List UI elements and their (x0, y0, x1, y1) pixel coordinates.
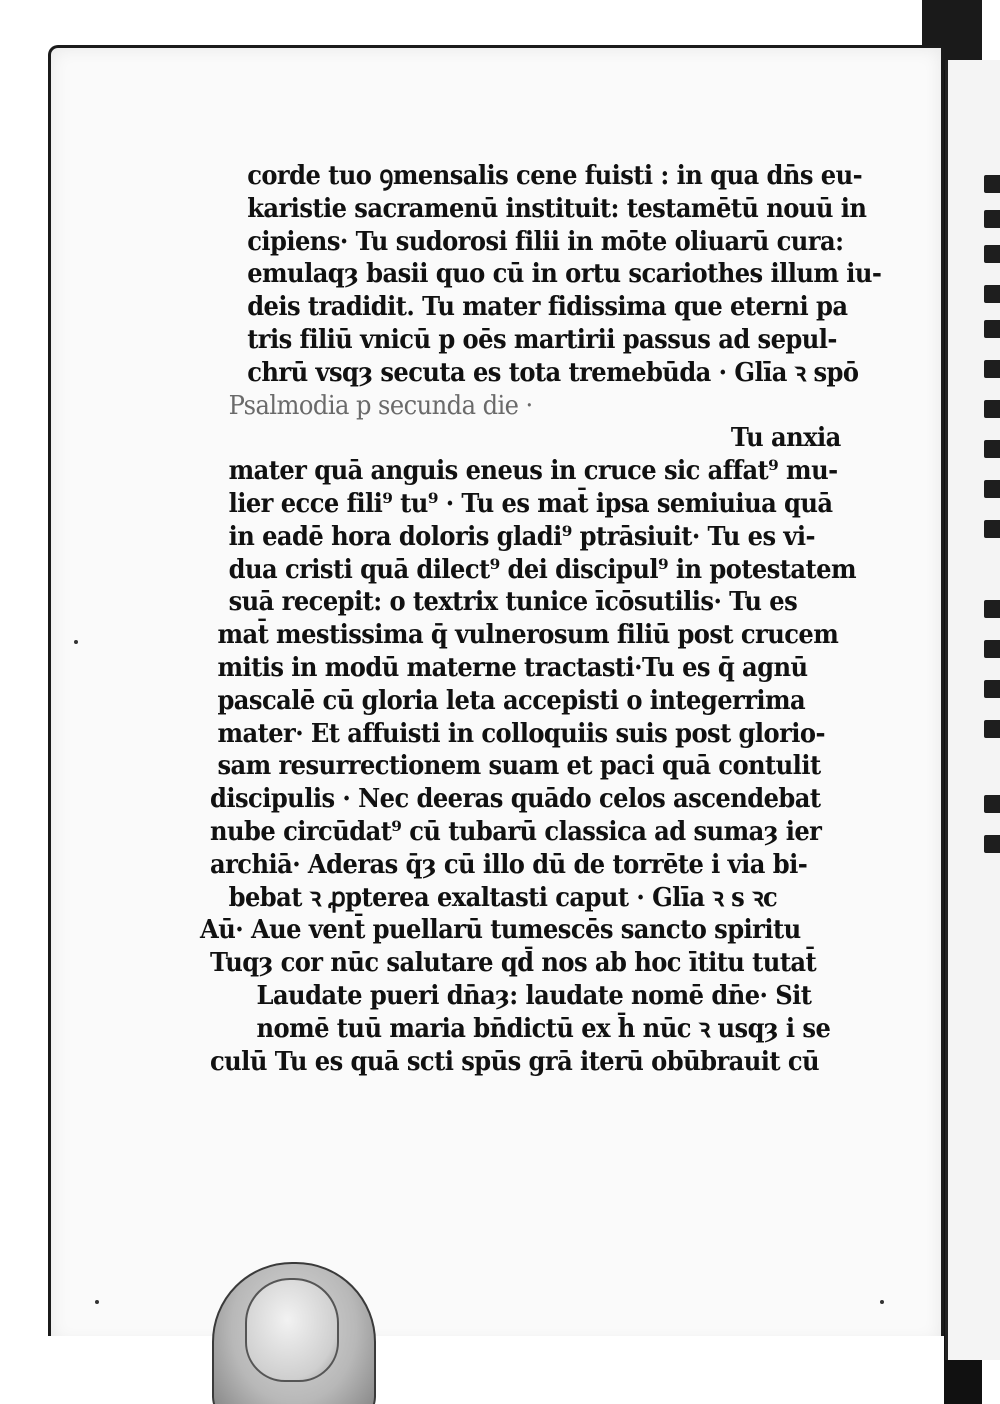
text-line: sam resurrectionem suam et paci quā contulit (217, 751, 821, 782)
text-line: pascalē cū gloria leta accepisti o integerrima (217, 685, 806, 716)
text-line: archiā· Aderas q̄ȝ cū illo dū de torrēte i via bi- (210, 849, 808, 880)
text-line: tris filiū vnicū p oēs martirii passus ad sepul- (247, 324, 837, 355)
facing-page-glyph (984, 440, 1000, 458)
facing-page-glyph (984, 640, 1000, 658)
facing-page-glyph (984, 210, 1000, 228)
text-line: in eadē hora doloris gladi⁹ ptrāsiuit· Tu es vi- (228, 521, 815, 552)
page-speck (74, 640, 78, 644)
text-line: culū Tu es quā scti spūs grā iterū obūbrauit cū (210, 1046, 820, 1077)
text-line: mater quā anguis eneus in cruce sic affat⁹ mu- (228, 456, 838, 487)
text-line: Tu anxia (730, 423, 841, 454)
page-speck (880, 1300, 884, 1304)
facing-page-glyph (984, 320, 1000, 338)
text-line: suā recepit: o textrix tunice īcōsutilis· Tu es (228, 587, 798, 618)
text-line: Aū· Aue vent̄ puellarū tumescēs sancto spiritu (200, 915, 801, 946)
facing-page-glyph (984, 360, 1000, 378)
text-line: karistie sacramenū instituit: testamētū nouū in (247, 193, 867, 224)
text-line: lier ecce fili⁹ tu⁹ · Tu es mat̄ ipsa semiuiua quā (228, 488, 833, 519)
facing-page-glyph (984, 480, 1000, 498)
facing-page-glyph (984, 285, 1000, 303)
facing-page-glyph (984, 245, 1000, 263)
facing-page-glyph (984, 720, 1000, 738)
text-line: Tuqȝ cor nūc salutare qd̄ nos ab hoc ītitu tutat̄ (210, 948, 817, 979)
facing-page-glyph (984, 680, 1000, 698)
text-line: bebat ꝛ ꝓpterea exaltasti caput · Glīa ꝛ s ꝛc (228, 882, 778, 913)
page-speck (95, 1300, 99, 1304)
text-line: cipiens· Tu sudorosi filii in mōte oliuarū cura: (247, 226, 844, 257)
page-text (200, 160, 882, 1078)
text-line: emulaqȝ basii quo cū in ortu scariothes illum iu- (247, 259, 882, 290)
thumbnail (245, 1278, 339, 1382)
text-line: discipulis · Nec deeras quādo celos ascendebat (210, 784, 821, 815)
page-bottom-margin (44, 1336, 944, 1404)
text-line: mitis in modū materne tractasti·Tu es q̄ agnū (217, 652, 808, 683)
text-line: chrū vsqȝ secuta es tota tremebūda · Glīa ꝛ spō (247, 357, 859, 388)
text-line: deis tradidit. Tu mater fidissima que eterni pa (247, 292, 848, 323)
text-line: Laudate pueri dn̄aȝ: laudate nomē dn̄e· Sit (256, 980, 812, 1011)
facing-page-glyph (984, 520, 1000, 538)
text-line: dua cristi quā dilect⁹ dei discipul⁹ in potestatem (228, 554, 857, 585)
text-line: nube circūdat⁹ cū tubarū classica ad sumaȝ ier (210, 816, 822, 847)
text-line: mat̄ mestissima q̄ vulnerosum filiū post crucem (217, 620, 839, 651)
text-line: corde tuo ꝯmensalis cene fuisti : in qua dn̄s eu- (247, 161, 863, 191)
text-line: nomē tuū maria bn̄dictū ex h̄ nūc ꝛ usqȝ i se (256, 1013, 831, 1044)
facing-page-glyph (984, 600, 1000, 618)
facing-page (945, 60, 1000, 1360)
text-line: Psalmodia p secunda die · (228, 390, 533, 421)
facing-page-glyph (984, 835, 1000, 853)
facing-page-glyph (984, 175, 1000, 193)
text-line: mater· Et affuisti in colloquiis suis post glorio- (217, 718, 825, 749)
facing-page-glyph (984, 795, 1000, 813)
facing-page-glyph (984, 400, 1000, 418)
